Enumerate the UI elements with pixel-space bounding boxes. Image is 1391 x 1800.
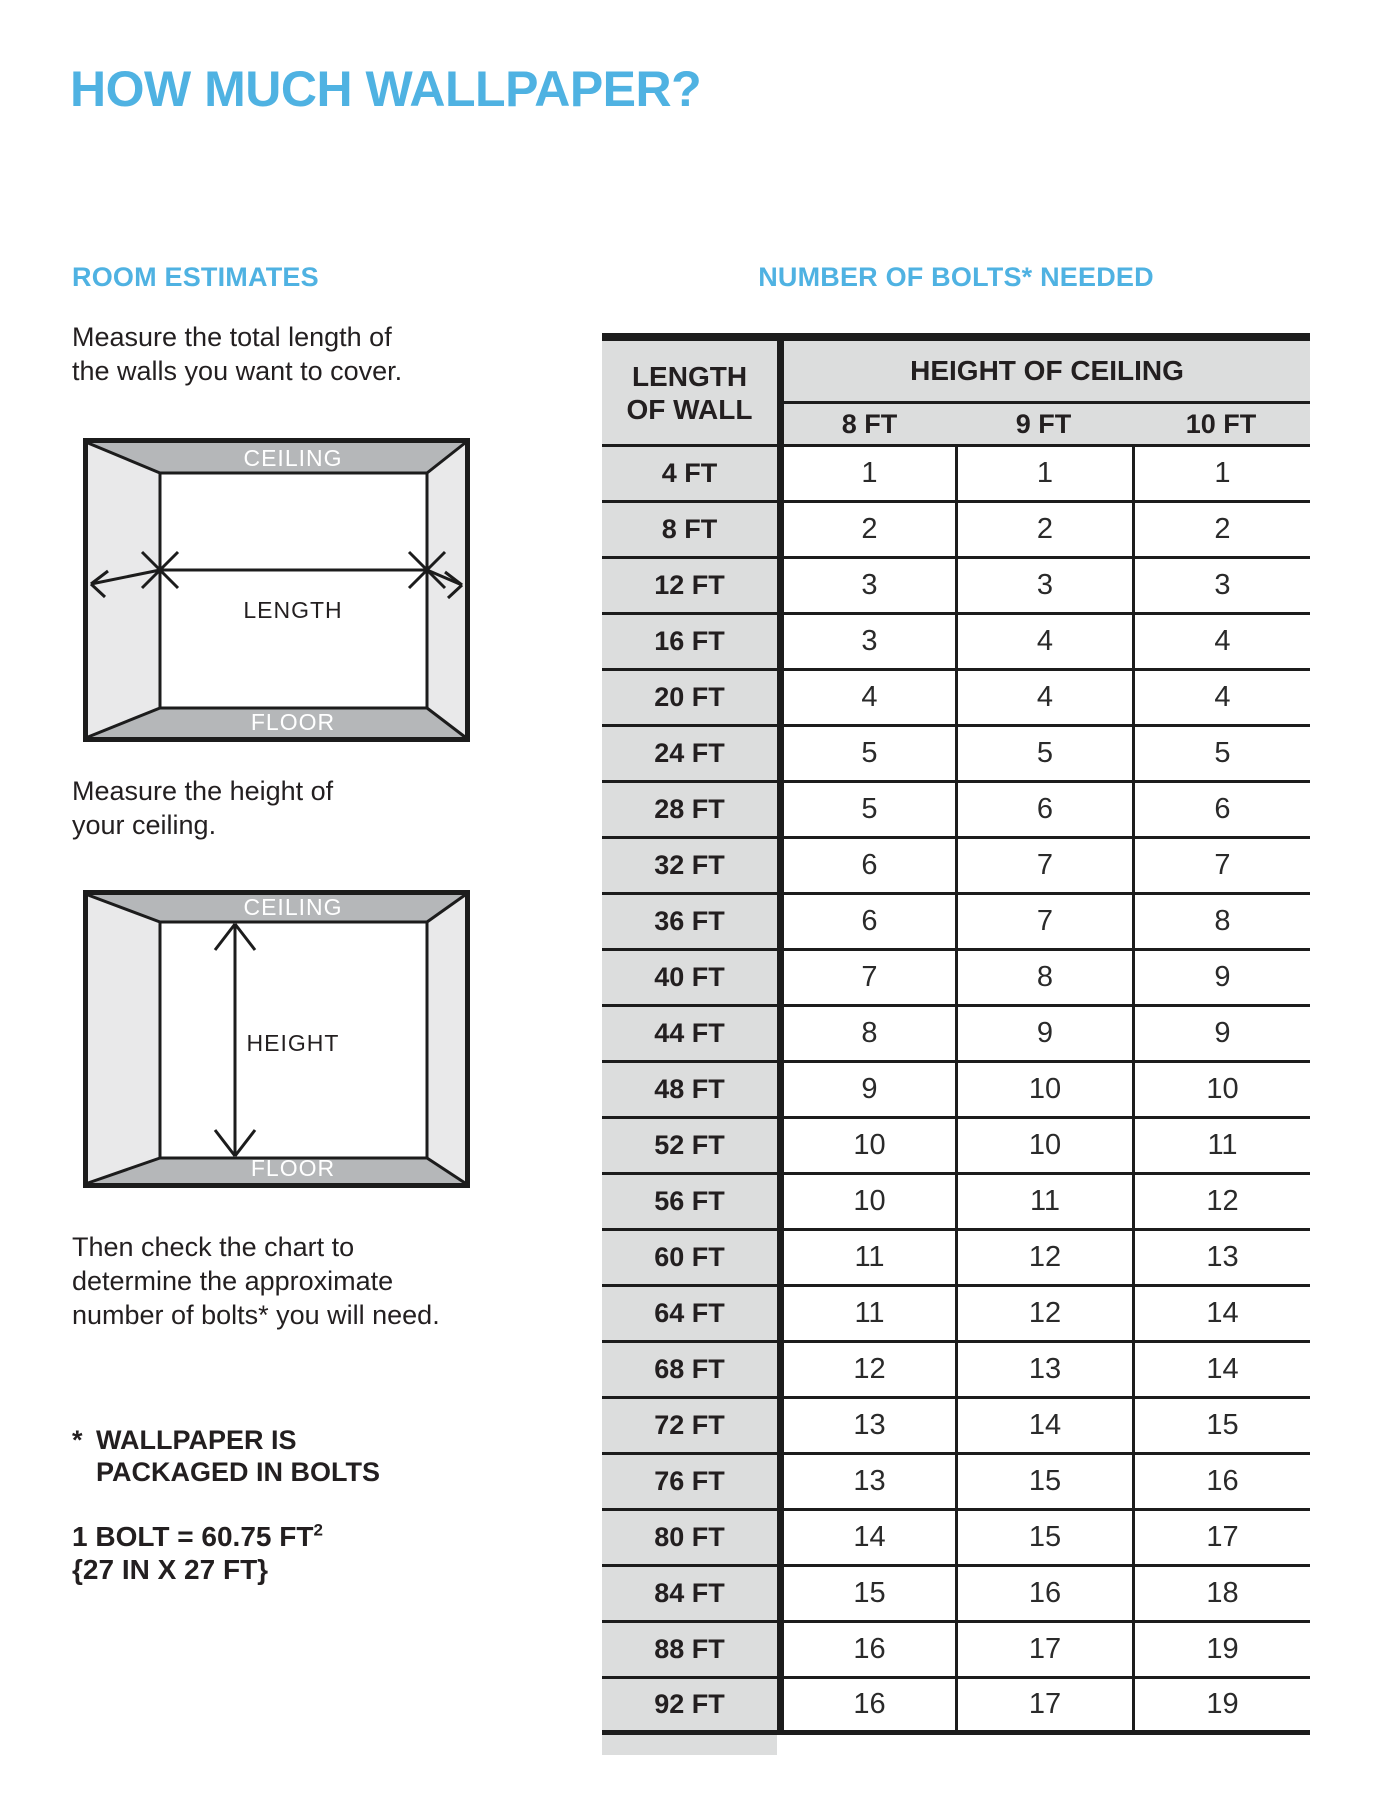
bolt-count-cell: 10: [1132, 1063, 1310, 1119]
bolts-table: [602, 333, 1310, 1735]
bolt-count-cell: 2: [777, 503, 955, 559]
bolt-count-cell: 14: [1132, 1343, 1310, 1399]
wall-length-row-label: 72 FT: [602, 1399, 777, 1455]
text-line: Measure the total length of: [72, 322, 392, 352]
footnote-text: PACKAGED IN BOLTS: [96, 1457, 381, 1487]
bolt-count-cell: 15: [1132, 1399, 1310, 1455]
wall-length-row-label: 88 FT: [602, 1623, 777, 1679]
text-line: the walls you want to cover.: [72, 356, 403, 386]
bolt-count-cell: 14: [1132, 1287, 1310, 1343]
wall-length-row-label: 24 FT: [602, 727, 777, 783]
height-label: HEIGHT: [246, 1030, 340, 1056]
bolt-count-cell: 13: [1132, 1231, 1310, 1287]
bolt-count-cell: 6: [1132, 783, 1310, 839]
column-header-9ft: 9 FT: [955, 404, 1132, 447]
bolt-count-cell: 5: [1132, 727, 1310, 783]
bolt-count-cell: 5: [777, 783, 955, 839]
room-length-diagram: [83, 438, 470, 742]
bolt-count-cell: 3: [777, 615, 955, 671]
bolt-count-cell: 11: [1132, 1119, 1310, 1175]
ceiling-label: CEILING: [243, 894, 343, 920]
wall-length-row-label: 32 FT: [602, 839, 777, 895]
measure-length-text: [72, 320, 402, 388]
bolt-count-cell: 11: [955, 1175, 1132, 1231]
wall-length-row-label: 40 FT: [602, 951, 777, 1007]
bolt-count-cell: 1: [1132, 447, 1310, 503]
bolt-count-cell: 6: [777, 895, 955, 951]
wall-length-row-label: 48 FT: [602, 1063, 777, 1119]
wall-length-row-label: 64 FT: [602, 1287, 777, 1343]
bolt-count-cell: 15: [955, 1455, 1132, 1511]
wall-length-row-label: 92 FT: [602, 1679, 777, 1735]
bolt-count-cell: 13: [777, 1399, 955, 1455]
asterisk: *: [72, 1425, 83, 1455]
back-wall: [160, 473, 427, 708]
bolt-count-cell: 11: [777, 1231, 955, 1287]
bolt-count-cell: 10: [777, 1175, 955, 1231]
bolt-count-cell: 2: [1132, 503, 1310, 559]
room-estimates-heading: ROOM ESTIMATES: [72, 262, 319, 292]
bolt-count-cell: 19: [1132, 1623, 1310, 1679]
wall-length-row-label: 56 FT: [602, 1175, 777, 1231]
bolt-count-cell: 9: [1132, 951, 1310, 1007]
column-header-10ft: 10 FT: [1132, 404, 1310, 447]
bolt-count-cell: 16: [777, 1679, 955, 1735]
wall-length-row-label: 52 FT: [602, 1119, 777, 1175]
wall-length-row-label: 16 FT: [602, 615, 777, 671]
left-wall: [88, 895, 160, 1183]
wall-length-row-label: 68 FT: [602, 1343, 777, 1399]
bolt-count-cell: 12: [955, 1231, 1132, 1287]
bolt-count-cell: 18: [1132, 1567, 1310, 1623]
bolt-count-cell: 17: [955, 1679, 1132, 1735]
bolt-count-cell: 7: [955, 839, 1132, 895]
bolt-count-cell: 16: [1132, 1455, 1310, 1511]
bolt-count-cell: 4: [777, 671, 955, 727]
wall-length-row-label: 28 FT: [602, 783, 777, 839]
right-wall: [427, 443, 465, 737]
length-of-wall-header: LENGTH OF WALL: [602, 341, 777, 447]
wall-length-row-label: 12 FT: [602, 559, 777, 615]
bolt-count-cell: 13: [955, 1343, 1132, 1399]
wall-length-row-label: 36 FT: [602, 895, 777, 951]
text-line: Measure the height of: [72, 776, 334, 806]
page-title: HOW MUCH WALLPAPER?: [70, 61, 702, 117]
floor-label: FLOOR: [250, 1155, 336, 1181]
bolt-spec-line: {27 IN X 27 FT}: [72, 1554, 269, 1585]
measure-height-text: [72, 774, 333, 842]
bolt-count-cell: 14: [777, 1511, 955, 1567]
bolt-count-cell: 7: [1132, 839, 1310, 895]
room-height-diagram: [83, 890, 470, 1188]
height-of-ceiling-header: HEIGHT OF CEILING: [777, 341, 1310, 404]
bolt-count-cell: 1: [777, 447, 955, 503]
bolt-count-cell: 12: [955, 1287, 1132, 1343]
bolt-count-cell: 7: [955, 895, 1132, 951]
footnote-line: [72, 1424, 380, 1456]
bolt-count-cell: 2: [955, 503, 1132, 559]
wall-length-row-label: 80 FT: [602, 1511, 777, 1567]
text-line: your ceiling.: [72, 810, 217, 840]
wall-length-row-label: 84 FT: [602, 1567, 777, 1623]
bolt-count-cell: 17: [955, 1623, 1132, 1679]
bolt-count-cell: 3: [955, 559, 1132, 615]
text-line: Then check the chart to: [72, 1232, 355, 1262]
bolt-count-cell: 17: [1132, 1511, 1310, 1567]
bolt-count-cell: 5: [955, 727, 1132, 783]
bolt-count-cell: 5: [777, 727, 955, 783]
wall-length-row-label: 4 FT: [602, 447, 777, 503]
bolt-count-cell: 1: [955, 447, 1132, 503]
text-line: number of bolts* you will need.: [72, 1300, 440, 1330]
ceiling-label: CEILING: [243, 445, 343, 471]
bolt-count-cell: 11: [777, 1287, 955, 1343]
length-label: LENGTH: [243, 597, 343, 623]
bolts-needed-heading: NUMBER OF BOLTS* NEEDED: [758, 262, 1154, 292]
bolt-count-cell: 12: [777, 1343, 955, 1399]
bolt-count-cell: 13: [777, 1455, 955, 1511]
bolt-count-cell: 15: [777, 1567, 955, 1623]
bolt-count-cell: 15: [955, 1511, 1132, 1567]
text-line: determine the approximate: [72, 1266, 394, 1296]
bolt-count-cell: 16: [777, 1623, 955, 1679]
bolt-count-cell: 10: [955, 1063, 1132, 1119]
left-column-tail-strip: [602, 1735, 777, 1755]
bolt-count-cell: 12: [1132, 1175, 1310, 1231]
bolt-count-cell: 8: [955, 951, 1132, 1007]
bolt-count-cell: 4: [955, 671, 1132, 727]
floor-label: FLOOR: [250, 709, 336, 735]
bolt-count-cell: 9: [777, 1063, 955, 1119]
wall-length-row-label: 60 FT: [602, 1231, 777, 1287]
bolt-count-cell: 16: [955, 1567, 1132, 1623]
bolts-footnote: [72, 1424, 380, 1488]
bolt-count-cell: 4: [1132, 615, 1310, 671]
bolt-count-cell: 8: [777, 1007, 955, 1063]
wall-length-row-label: 20 FT: [602, 671, 777, 727]
bolt-count-cell: 10: [777, 1119, 955, 1175]
wall-length-row-label: 76 FT: [602, 1455, 777, 1511]
check-chart-text: [72, 1230, 440, 1332]
bolt-count-cell: 3: [1132, 559, 1310, 615]
bolt-spec-line: 1 BOLT = 60.75 $FT^2$: [72, 1520, 323, 1552]
wall-length-row-label: 44 FT: [602, 1007, 777, 1063]
right-wall: [427, 895, 465, 1183]
bolt-spec: [72, 1520, 323, 1586]
squared-superscript: 2: [313, 1520, 323, 1540]
bolt-count-cell: 8: [1132, 895, 1310, 951]
bolt-count-cell: 6: [777, 839, 955, 895]
bolt-count-cell: 9: [1132, 1007, 1310, 1063]
bolt-count-cell: 4: [955, 615, 1132, 671]
footnote-text: WALLPAPER IS: [96, 1425, 297, 1455]
bolt-count-cell: 14: [955, 1399, 1132, 1455]
bolt-count-cell: 7: [777, 951, 955, 1007]
bolt-count-cell: 4: [1132, 671, 1310, 727]
bolt-count-cell: 6: [955, 783, 1132, 839]
column-header-8ft: 8 FT: [777, 404, 955, 447]
bolt-count-cell: 19: [1132, 1679, 1310, 1735]
bolt-count-cell: 9: [955, 1007, 1132, 1063]
bolt-count-cell: 3: [777, 559, 955, 615]
wall-length-row-label: 8 FT: [602, 503, 777, 559]
bolt-count-cell: 10: [955, 1119, 1132, 1175]
